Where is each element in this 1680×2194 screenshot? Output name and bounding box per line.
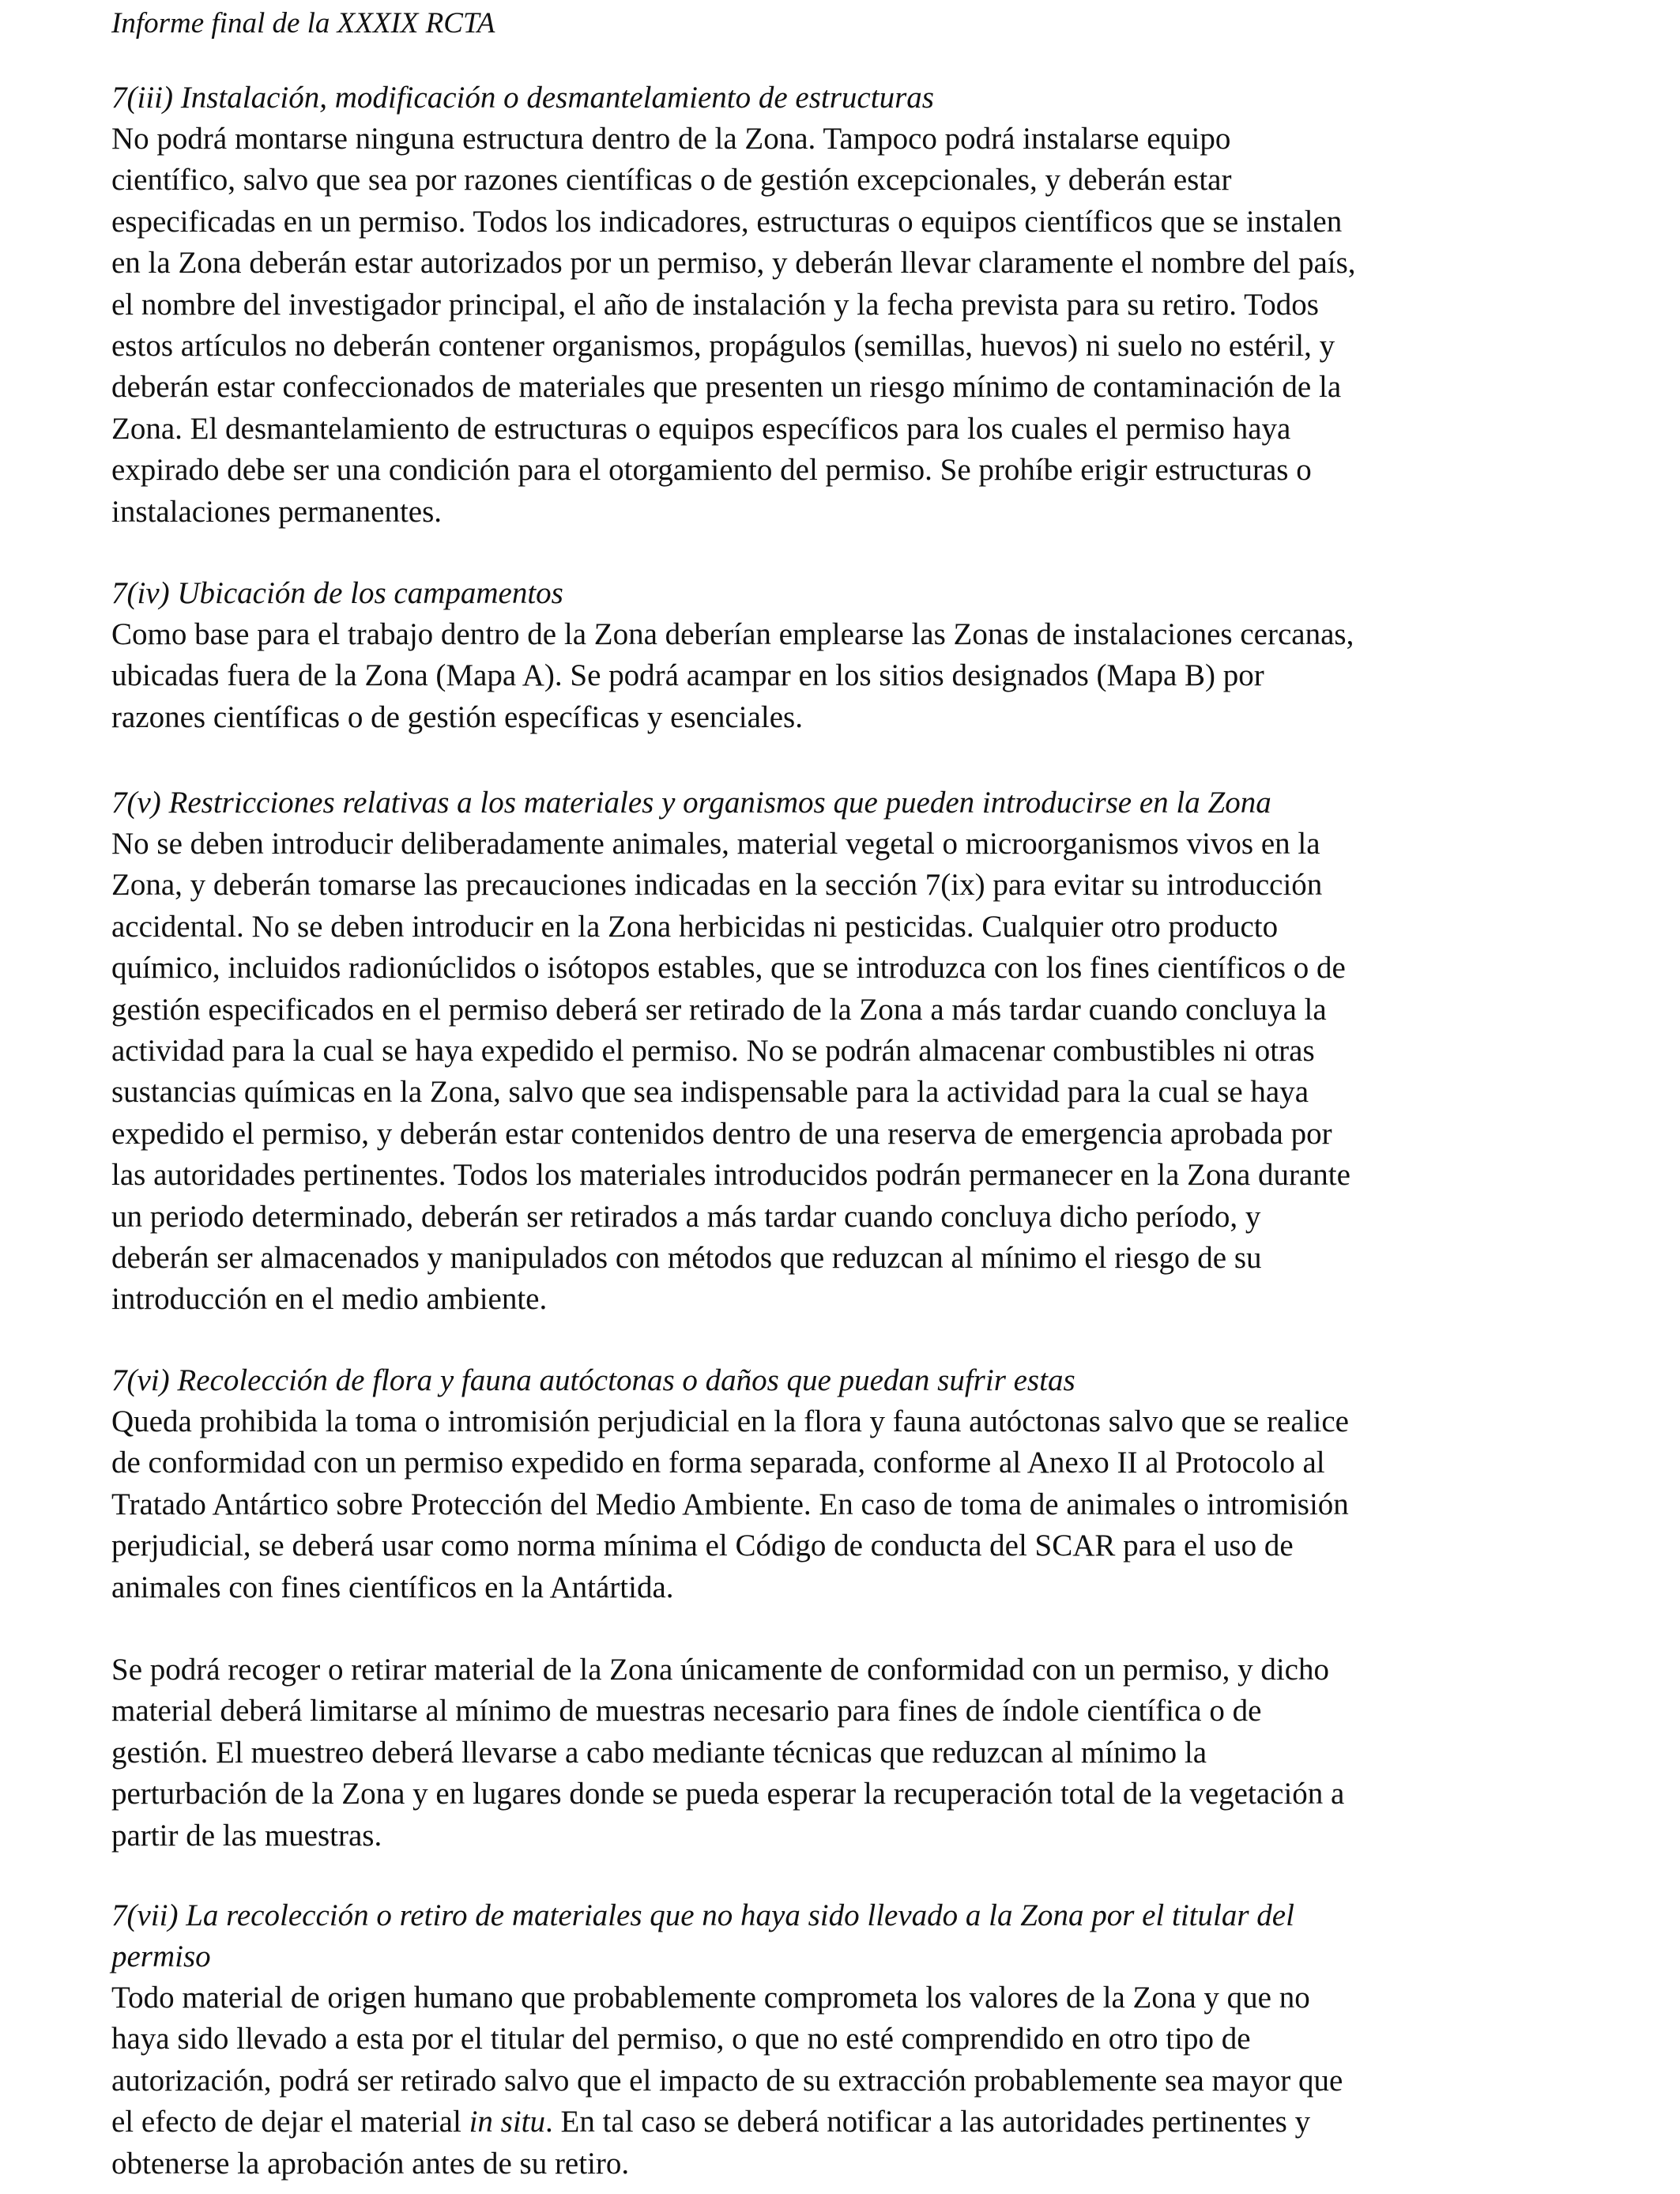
text-line: perjudicial, se deberá usar como norma mínima el Código de conducta del SCAR para el uso de xyxy=(111,1529,1294,1563)
text-line: en la Zona deberán estar autorizados por un permiso, y deberán llevar claramente el nombre del país, xyxy=(111,246,1356,281)
text-line: químico, incluidos radionúclidos o isótopos estables, que se introduzca con los fines científicos o de xyxy=(111,951,1346,986)
section-7iii xyxy=(111,77,1561,533)
text-line: de conformidad con un permiso expedido en forma separada, conforme al Anexo II al Protocolo al xyxy=(111,1446,1325,1480)
section-7iv xyxy=(111,573,1561,738)
text-line: Todo material de origen humano que probablemente comprometa los valores de la Zona y que no xyxy=(111,1981,1310,2015)
running-header: Informe final de la XXXIX RCTA xyxy=(111,7,495,40)
text-line: material deberá limitarse al mínimo de muestras necesario para fines de índole científica o de xyxy=(111,1694,1262,1728)
text-line: Zona, y deberán tomarse las precauciones indicadas en la sección 7(ix) para evitar su introducción xyxy=(111,868,1323,903)
heading-line: permiso xyxy=(111,1940,211,1973)
text-line: expirado debe ser una condición para el otorgamiento del permiso. Se prohíbe erigir estructuras o xyxy=(111,453,1312,488)
text-line: ubicadas fuera de la Zona (Mapa A). Se podrá acampar en los sitios designados (Mapa B) por xyxy=(111,658,1264,693)
text-line: un periodo determinado, deberán ser retirados a más tardar cuando concluya dicho período, y xyxy=(111,1199,1261,1234)
section-heading: 7(vi) Recolección de flora y fauna autóctonas o daños que puedan sufrir estas xyxy=(111,1363,1075,1397)
text-run: el efecto de dejar el material xyxy=(111,2105,469,2139)
text-line: científico, salvo que sea por razones científicas o de gestión excepcionales, y deberán estar xyxy=(111,163,1232,198)
text-line: gestión. El muestreo deberá llevarse a cabo mediante técnicas que reduzcan al mínimo la xyxy=(111,1735,1207,1770)
text-line: partir de las muestras. xyxy=(111,1818,382,1853)
paragraph xyxy=(111,1649,1561,1857)
section-7vi xyxy=(111,1360,1561,1857)
paragraph xyxy=(111,1977,1561,2185)
text-line: No se deben introducir deliberadamente animales, material vegetal o microorganismos vivos en la xyxy=(111,827,1320,861)
paragraph xyxy=(111,119,1561,533)
text-line: deberán estar confeccionados de materiales que presenten un riesgo mínimo de contaminación de la xyxy=(111,370,1342,405)
section-heading: 7(iii) Instalación, modificación o desmantelamiento de estructuras xyxy=(111,81,934,115)
text-line: No podrá montarse ninguna estructura dentro de la Zona. Tampoco podrá instalarse equipo xyxy=(111,122,1231,156)
text-line: estos artículos no deberán contener organismos, propágulos (semillas, huevos) ni suelo no estéril, y xyxy=(111,329,1335,364)
text-line: gestión especificados en el permiso deberá ser retirado de la Zona a más tardar cuando concluya la xyxy=(111,992,1327,1027)
text-run: . En tal caso se deberá notificar a las autoridades pertinentes y xyxy=(545,2105,1311,2139)
paragraph xyxy=(111,614,1561,738)
text-line: haya sido llevado a esta por el titular del permiso, o que no esté comprendido en otro tipo de xyxy=(111,2022,1251,2056)
text-line: introducción en el medio ambiente. xyxy=(111,1282,548,1317)
text-line: autorización, podrá ser retirado salvo que el impacto de su extracción probablemente sea mayor que xyxy=(111,2063,1343,2098)
text-line: obtenerse la aprobación antes de su retiro. xyxy=(111,2146,630,2181)
paragraph xyxy=(111,1401,1561,1608)
text-line: accidental. No se deben introducir en la Zona herbicidas ni pesticidas. Cualquier otro producto xyxy=(111,909,1279,944)
paragraph xyxy=(111,824,1561,1321)
text-line: animales con fines científicos en la Antártida. xyxy=(111,1570,674,1604)
section-heading: 7(v) Restricciones relativas a los materiales y organismos que pueden introducirse en la Zona xyxy=(111,786,1271,820)
text-line: Tratado Antártico sobre Protección del Medio Ambiente. En caso de toma de animales o intromisión xyxy=(111,1487,1349,1521)
text-line: sustancias químicas en la Zona, salvo que sea indispensable para la actividad para la cual se haya xyxy=(111,1075,1309,1110)
section-7v xyxy=(111,782,1561,1321)
text-line: el nombre del investigador principal, el año de instalación y la fecha prevista para su retiro. Todos xyxy=(111,287,1319,322)
text-line: las autoridades pertinentes. Todos los materiales introducidos podrán permanecer en la Zona durante xyxy=(111,1158,1350,1193)
text-line: perturbación de la Zona y en lugares donde se pueda esperar la recuperación total de la vegetación a xyxy=(111,1777,1345,1811)
italic-term: in situ xyxy=(469,2105,545,2139)
text-line: instalaciones permanentes. xyxy=(111,494,443,529)
text-line: actividad para la cual se haya expedido el permiso. No se podrán almacenar combustibles ni otras xyxy=(111,1034,1315,1069)
text-line-mixed xyxy=(111,2102,1561,2143)
text-line: especificadas en un permiso. Todos los indicadores, estructuras o equipos científicos que se instalen xyxy=(111,204,1343,239)
heading-line: 7(vii) La recolección o retiro de materiales que no haya sido llevado a la Zona por el titular del xyxy=(111,1898,1294,1932)
text-line: razones científicas o de gestión específicas y esenciales. xyxy=(111,699,803,734)
text-line: Se podrá recoger o retirar material de la Zona únicamente de conformidad con un permiso, y dicho xyxy=(111,1653,1329,1687)
text-line: expedido el permiso, y deberán estar contenidos dentro de una reserva de emergencia aprobada por xyxy=(111,1116,1332,1151)
text-line: Zona. El desmantelamiento de estructuras o equipos específicos para los cuales el permiso haya xyxy=(111,411,1291,446)
section-heading: 7(iv) Ubicación de los campamentos xyxy=(111,576,563,610)
section-7vii xyxy=(111,1895,1561,2185)
text-line: Como base para el trabajo dentro de la Zona deberían emplearse las Zonas de instalaciones cercanas, xyxy=(111,617,1354,651)
text-line: deberán ser almacenados y manipulados con métodos que reduzcan al mínimo el riesgo de su xyxy=(111,1241,1262,1276)
text-line: Queda prohibida la toma o intromisión perjudicial en la flora y fauna autóctonas salvo que se realice xyxy=(111,1404,1349,1438)
section-heading xyxy=(111,1895,1561,1977)
